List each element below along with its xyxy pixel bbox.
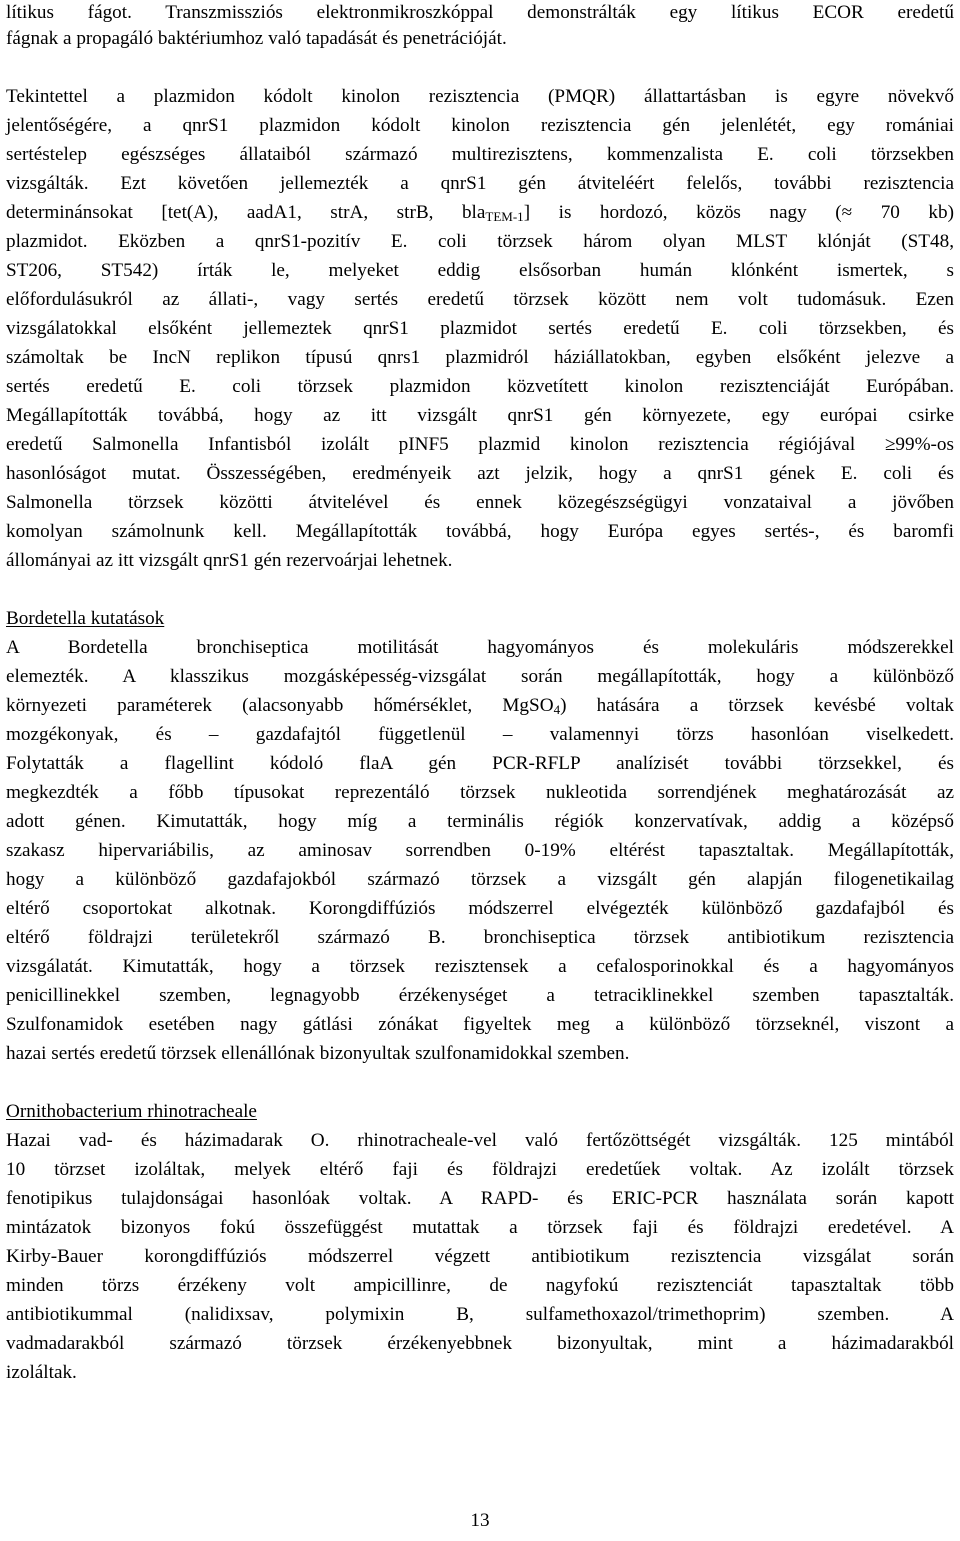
- text-line: hasonlóságot mutat. Összességében, eredményeik azt jelzik, hogy a qnrS1 gének E. coli és: [6, 463, 954, 484]
- text-line: előfordulásukról az állati-, vagy sertés eredetű törzsek között nem volt tudomásuk. Ezen: [6, 289, 954, 310]
- text-line: megkezdték a főbb típusokat reprezentáló törzsek nukleotida sorrendjének meghatározását az: [6, 782, 954, 803]
- text-line: penicillinekkel szemben, legnagyobb érzékenységet a tetraciklinekkel szemben tapasztalták.: [6, 985, 954, 1006]
- text-line: vizsgálatokkal elsőként jellemeztek qnrS1 plazmidot sertés eredetű E. coli törzsekben, és: [6, 318, 954, 339]
- text-line: számoltak be IncN replikon típusú qnrs1 plazmidról háziállatokban, egyben elsőként jelezve a: [6, 347, 954, 368]
- text-line: Megállapították továbbá, hogy az itt vizsgált qnrS1 gén környezete, egy európai csirke: [6, 405, 954, 426]
- text-segment: ) hatására a törzsek kevésbé voltak: [560, 695, 954, 716]
- text-line: ST206, ST542) írták le, melyeket eddig elsősorban humán klónként ismertek, s: [6, 260, 954, 281]
- text-line: [6, 693, 954, 719]
- text-line: adott génen. Kimutatták, hogy míg a terminális régiók konzervatívak, addig a középső: [6, 811, 954, 832]
- text-segment: környezeti paraméterek (alacsonyabb hőmérséklet, MgSO: [6, 695, 554, 716]
- text-line: szakasz hipervariábilis, az aminosav sorrendben 0-19% eltérést tapasztaltak. Megállapították,: [6, 840, 954, 861]
- page-number: 13: [470, 1510, 490, 1531]
- text-line: állományai az itt vizsgált qnrS1 gén rezervoárjai lehetnek.: [6, 550, 453, 571]
- text-line: minden törzs érzékeny volt ampicillinre, de nagyfokú rezisztenciát tapasztaltak több: [6, 1275, 954, 1296]
- text-line: [6, 200, 954, 226]
- text-line: plazmidot. Eközben a qnrS1-pozitív E. coli törzsek három olyan MLST klónját (ST48,: [6, 231, 954, 252]
- text-line: izoláltak.: [6, 1362, 77, 1383]
- text-line: fágnak a propagáló baktériumhoz való tapadását és penetrációját.: [6, 28, 507, 49]
- text-line: mintázatok bizonyos fokú összefüggést mutattak a törzsek faji és földrajzi eredetével. A: [6, 1217, 954, 1238]
- text-line: jelentőségére, a qnrS1 plazmidon kódolt kinolon rezisztencia gén jelenlétét, egy romániai: [6, 115, 954, 136]
- text-line: fenotipikus tulajdonságai hasonlóak voltak. A RAPD- és ERIC-PCR használata során kapott: [6, 1188, 954, 1209]
- subscript: 4: [553, 702, 561, 717]
- text-line: sertés eredetű E. coli törzsek plazmidon közvetített kinolon rezisztenciáját Európában.: [6, 376, 954, 397]
- text-line: Folytatták a flagellint kódoló flaA gén PCR-RFLP analízisét további törzsekkel, és: [6, 753, 954, 774]
- text-line: Tekintettel a plazmidon kódolt kinolon rezisztencia (PMQR) állattartásban is egyre növekvő: [6, 86, 954, 107]
- text-line: Kirby-Bauer korongdiffúziós módszerrel végzett antibiotikum rezisztencia vizsgálat során: [6, 1246, 954, 1267]
- text-line: eltérő földrajzi területekről származó B. bronchiseptica törzsek antibiotikum rezisztencia: [6, 927, 954, 948]
- text-line: 10 törzset izoláltak, melyek eltérő faji és földrajzi eredetűek voltak. Az izolált törzsek: [6, 1159, 954, 1180]
- text-line: vizsgálták. Ezt követően jellemezték a qnrS1 gén átviteléért felelős, további rezisztencia: [6, 173, 954, 194]
- text-line: Szulfonamidok esetében nagy gátlási zónákat figyeltek meg a különböző törzseknél, viszont a: [6, 1014, 954, 1035]
- text-line: Salmonella törzsek közötti átvitelével és ennek közegészségügyi vonzataival a jövőben: [6, 492, 954, 513]
- text-line: hogy a különböző gazdafajokból származó törzsek a vizsgált gén alapján filogenetikailag: [6, 869, 954, 890]
- text-line: elemezték. A klasszikus mozgásképesség-vizsgálat során megállapították, hogy a különböző: [6, 666, 954, 687]
- text-line: vizsgálatát. Kimutatták, hogy a törzsek rezisztensek a cefalosporinokkal és a hagyományos: [6, 956, 954, 977]
- text-line: A Bordetella bronchiseptica motilitását hagyományos és molekuláris módszerekkel: [6, 637, 954, 658]
- text-segment: determinánsokat [tet(A), aadA1, strA, strB, bla: [6, 202, 486, 223]
- text-line: Hazai vad- és házimadarak O. rhinotracheale-vel való fertőzöttségét vizsgálták. 125 mintából: [6, 1130, 954, 1151]
- text-segment: ] is hordozó, közös nagy (≈ 70 kb): [523, 202, 955, 223]
- text-line: mozgékonyak, és – gazdafajtól függetlenül – valamennyi törzs hasonlóan viselkedett.: [6, 724, 954, 745]
- text-line: eredetű Salmonella Infantisból izolált pINF5 plazmid kinolon rezisztencia régiójával ≥99%-os: [6, 434, 954, 455]
- text-line: sertéstelep egészséges állataiból származó multirezisztens, kommenzalista E. coli törzsekben: [6, 144, 954, 165]
- text-line: hazai sertés eredetű törzsek ellenállónak bizonyultak szulfonamidokkal szemben.: [6, 1043, 630, 1064]
- subscript: TEM-1: [485, 209, 524, 224]
- text-line: antibiotikummal (nalidixsav, polymixin B, sulfamethoxazol/trimethoprim) szemben. A: [6, 1304, 954, 1325]
- section-heading: Ornithobacterium rhinotracheale: [6, 1101, 257, 1122]
- text-line: komolyan számolnunk kell. Megállapították továbbá, hogy Európa egyes sertés-, és baromfi: [6, 521, 954, 542]
- text-line: vadmadarakból származó törzsek érzékenyebbnek bizonyultak, mint a házimadarakból: [6, 1333, 954, 1354]
- text-line: eltérő csoportokat alkotnak. Korongdiffúziós módszerrel elvégezték különböző gazdafajból és: [6, 898, 954, 919]
- text-line: lítikus fágot. Transzmissziós elektronmikroszkóppal demonstrálták egy lítikus ECOR eredetű: [6, 2, 954, 23]
- section-heading: Bordetella kutatások: [6, 608, 165, 629]
